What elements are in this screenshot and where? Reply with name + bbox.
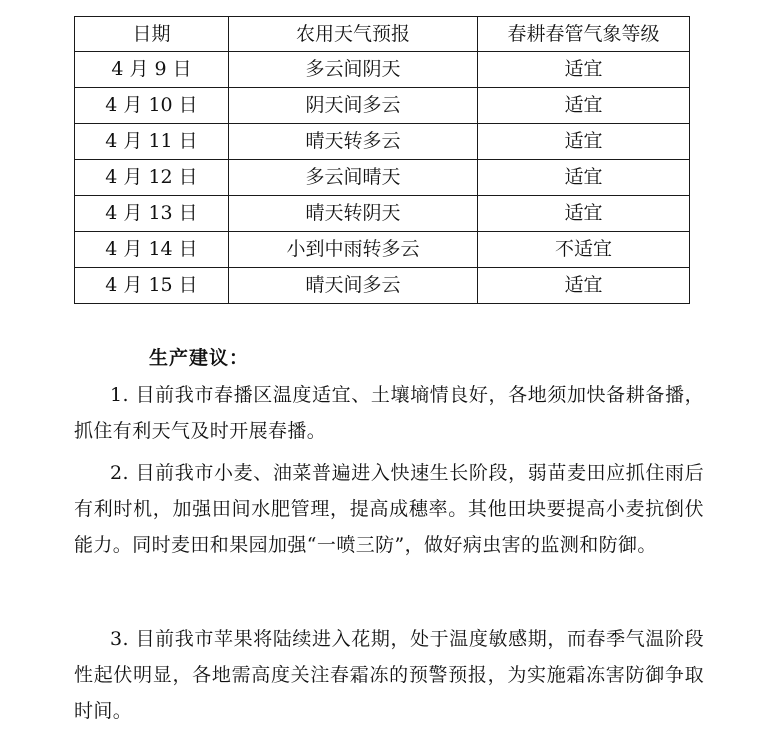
level-cell: 不适宜 xyxy=(478,232,690,268)
table-row xyxy=(75,52,690,88)
forecast-cell: 晴天转多云 xyxy=(229,124,478,160)
weather-forecast-table xyxy=(74,16,690,304)
level-cell: 适宜 xyxy=(478,124,690,160)
date-cell: 4 月 13 日 xyxy=(75,196,229,232)
advice-paragraph-1 xyxy=(74,377,704,449)
table-row xyxy=(75,268,690,304)
forecast-cell: 多云间阴天 xyxy=(229,52,478,88)
date-cell: 4 月 15 日 xyxy=(75,268,229,304)
table-row xyxy=(75,232,690,268)
date-cell: 4 月 12 日 xyxy=(75,160,229,196)
date-cell: 4 月 14 日 xyxy=(75,232,229,268)
advice-paragraph-3 xyxy=(74,621,704,729)
header-forecast: 农用天气预报 xyxy=(229,17,478,52)
forecast-cell: 晴天间多云 xyxy=(229,268,478,304)
advice-paragraph-3-text: 3. 目前我市苹果将陆续进入花期，处于温度敏感期，而春季气温阶段性起伏明显，各地需高度关注春霜冻的预警预报，为实施霜冻害防御争取时间。 xyxy=(74,628,704,722)
level-cell: 适宜 xyxy=(478,160,690,196)
level-cell: 适宜 xyxy=(478,52,690,88)
level-cell: 适宜 xyxy=(478,196,690,232)
table-header-row xyxy=(75,17,690,52)
table-row xyxy=(75,196,690,232)
forecast-cell: 多云间晴天 xyxy=(229,160,478,196)
date-cell: 4 月 11 日 xyxy=(75,124,229,160)
table-row xyxy=(75,124,690,160)
table-row xyxy=(75,160,690,196)
date-cell: 4 月 10 日 xyxy=(75,88,229,124)
header-date: 日期 xyxy=(75,17,229,52)
header-level: 春耕春管气象等级 xyxy=(478,17,690,52)
advice-heading: 生产建议： xyxy=(149,347,250,369)
table-row xyxy=(75,88,690,124)
forecast-cell: 晴天转阴天 xyxy=(229,196,478,232)
advice-paragraph-2 xyxy=(74,455,704,563)
advice-paragraph-2-text: 2. 目前我市小麦、油菜普遍进入快速生长阶段，弱苗麦田应抓住雨后有利时机，加强田间水肥管理，提高成穗率。其他田块要提高小麦抗倒伏能力。同时麦田和果园加强“一喷三防”，做好病虫害的监测和防御。 xyxy=(74,462,704,556)
forecast-cell: 阴天间多云 xyxy=(229,88,478,124)
advice-paragraph-1-text: 1. 目前我市春播区温度适宜、土壤墒情良好，各地须加快备耕备播，抓住有利天气及时开展春播。 xyxy=(74,384,704,442)
date-cell: 4 月 9 日 xyxy=(75,52,229,88)
forecast-cell: 小到中雨转多云 xyxy=(229,232,478,268)
level-cell: 适宜 xyxy=(478,88,690,124)
level-cell: 适宜 xyxy=(478,268,690,304)
